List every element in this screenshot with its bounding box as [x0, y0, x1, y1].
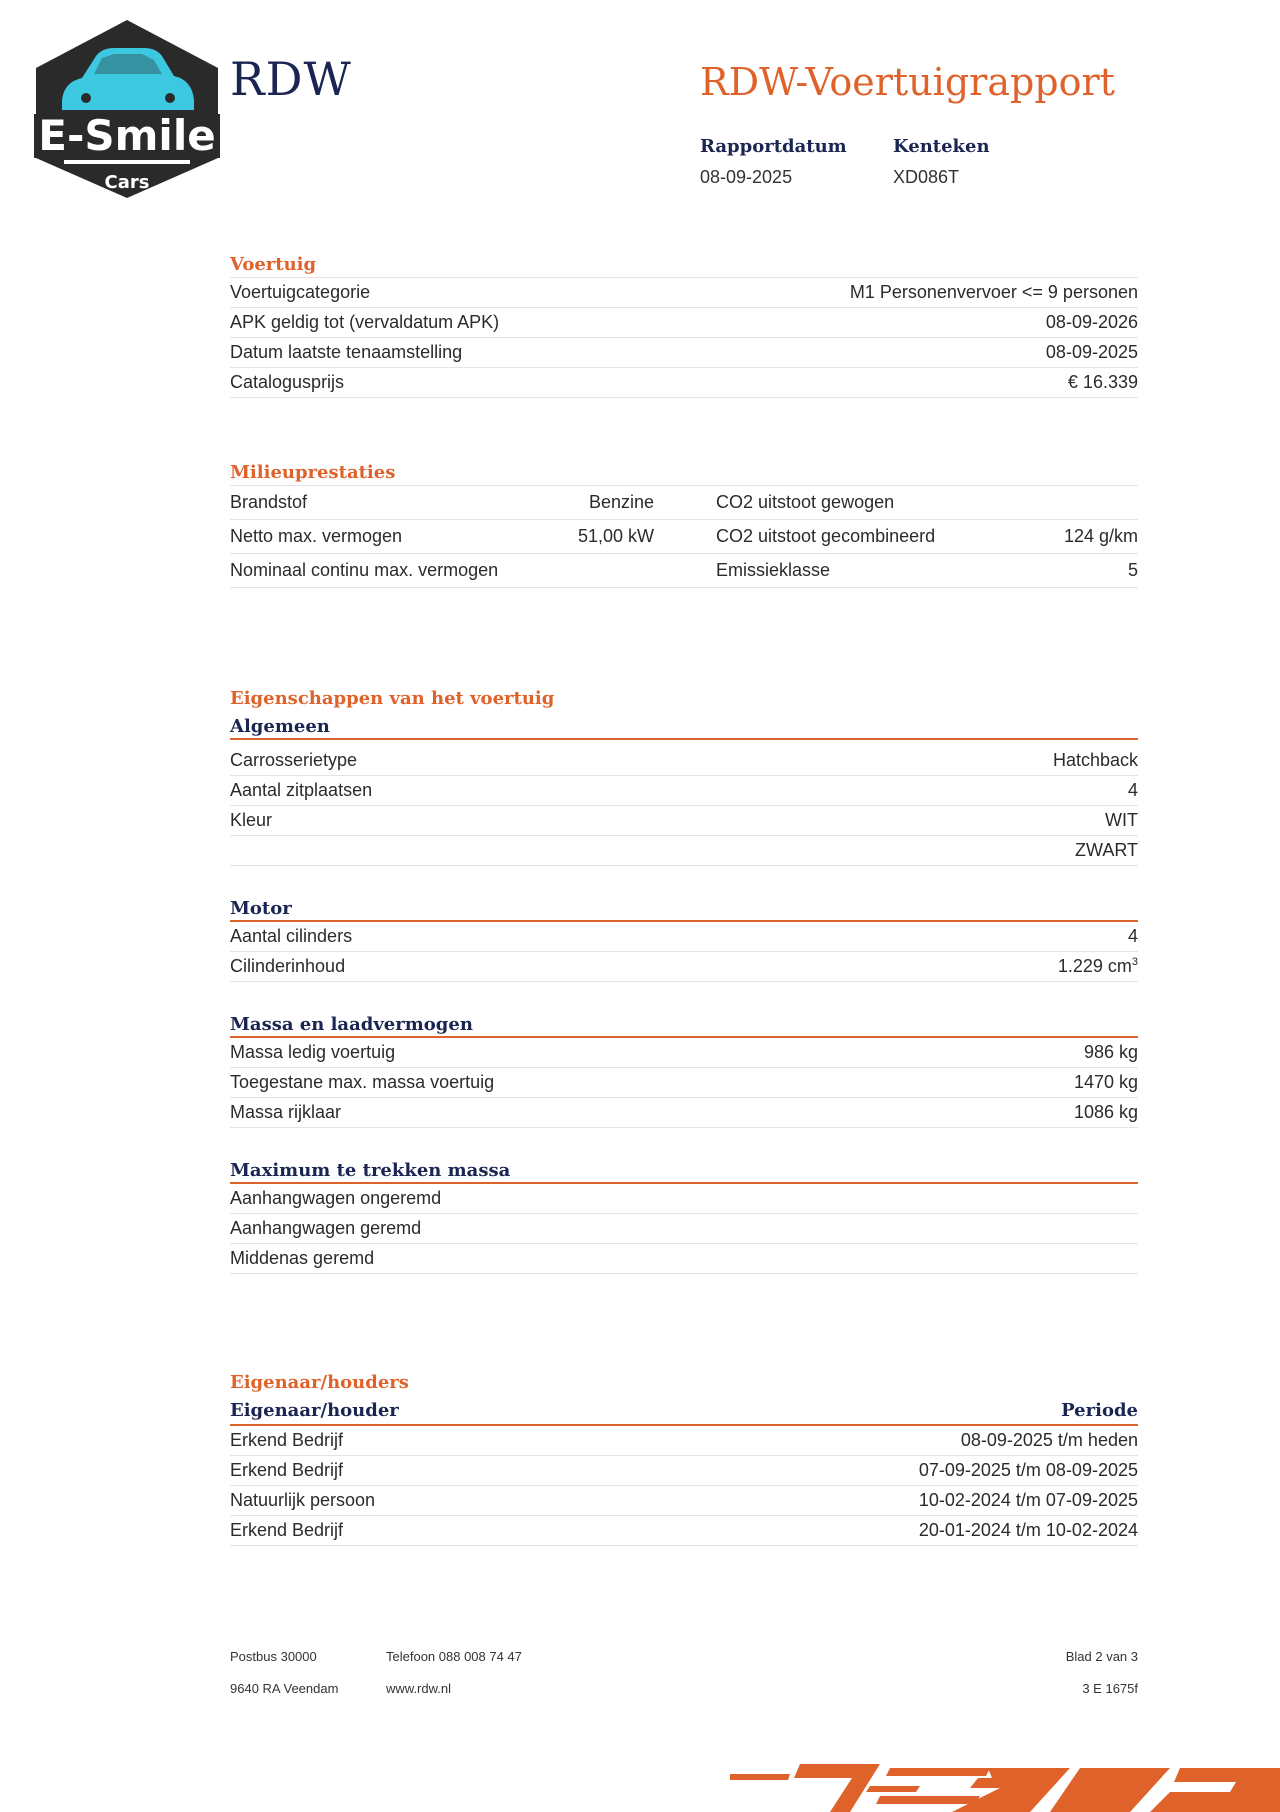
row-label: Erkend Bedrijf — [230, 1520, 344, 1540]
section-title: Milieuprestaties — [230, 460, 1138, 486]
row-label: Aanhangwagen geremd — [230, 1218, 422, 1238]
section-title: Eigenschappen van het voertuig — [230, 688, 555, 709]
row-value: ZWART — [1075, 840, 1138, 860]
table-row — [230, 554, 1138, 588]
table-row — [230, 1244, 1138, 1274]
row-value: 10-02-2024 t/m 07-09-2025 — [918, 1490, 1138, 1510]
table-row — [230, 308, 1138, 338]
table-row — [230, 776, 1138, 806]
row-value: 20-01-2024 t/m 10-02-2024 — [918, 1520, 1138, 1540]
license-plate-label: Kenteken — [893, 136, 990, 157]
row-value: 124 g/km — [1063, 526, 1138, 546]
row-value: Hatchback — [1052, 750, 1138, 770]
row-value: 08-09-2026 — [1045, 312, 1138, 332]
row-label: Datum laatste tenaamstelling — [230, 342, 463, 362]
report-date-label: Rapportdatum — [700, 136, 847, 157]
footer-document-code: 3 E 1675f — [1082, 1680, 1138, 1696]
row-label: Aantal zitplaatsen — [230, 780, 373, 800]
row-label: Massa ledig voertuig — [230, 1042, 396, 1062]
table-row — [230, 836, 1138, 866]
license-plate — [893, 136, 990, 188]
row-label: Cilinderinhoud — [230, 956, 346, 976]
subsection-title-motor: Motor — [230, 896, 1138, 922]
e-smile-cars-logo — [34, 18, 220, 200]
row-label: Catalogusprijs — [230, 372, 345, 392]
footer-page-number: Blad 2 van 3 — [1065, 1648, 1138, 1664]
table-row — [230, 1214, 1138, 1244]
table-row — [230, 1486, 1138, 1516]
row-value: Benzine — [588, 492, 654, 512]
row-label: Carrosserietype — [230, 750, 358, 770]
row-value: 5 — [1127, 560, 1138, 580]
footer-website: www.rdw.nl — [386, 1680, 452, 1696]
row-value: 1086 kg — [1073, 1102, 1138, 1122]
row-label: Erkend Bedrijf — [230, 1460, 344, 1480]
logo-name: E-Smile — [38, 111, 216, 160]
row-value: 4 — [1127, 926, 1138, 946]
report-date-value: 08-09-2025 — [700, 167, 793, 187]
row-value: WIT — [1105, 810, 1138, 830]
table-row — [230, 806, 1138, 836]
row-label: Aantal cilinders — [230, 926, 353, 946]
subsection-title-algemeen: Algemeen — [230, 714, 1138, 740]
table-row — [230, 368, 1138, 398]
row-value: 1470 kg — [1073, 1072, 1138, 1092]
table-row — [230, 520, 1138, 554]
table-row — [230, 1184, 1138, 1214]
row-label: Nominaal continu max. vermogen — [230, 560, 499, 580]
section-title: Eigenaar/houders — [230, 1372, 409, 1393]
subsection-title-massa: Massa en laadvermogen — [230, 1012, 1138, 1038]
table-row — [230, 1516, 1138, 1546]
section-milieuprestaties — [230, 460, 1138, 588]
table-row — [230, 1038, 1138, 1068]
column-header-period: Periode — [1061, 1399, 1138, 1421]
section-eigenaar-houders — [230, 1370, 1138, 1546]
table-row — [230, 922, 1138, 952]
row-value: € 16.339 — [1067, 372, 1138, 392]
row-value: 986 kg — [1083, 1042, 1138, 1062]
table-row — [230, 1068, 1138, 1098]
row-label: Natuurlijk persoon — [230, 1490, 376, 1510]
table-row — [230, 486, 1138, 520]
section-eigenschappen — [230, 686, 1138, 1274]
row-value: 08-09-2025 t/m heden — [960, 1430, 1138, 1450]
row-value: 07-09-2025 t/m 08-09-2025 — [918, 1460, 1138, 1480]
section-voertuig — [230, 252, 1138, 398]
license-plate-value: XD086T — [893, 167, 960, 187]
row-label: Massa rijklaar — [230, 1102, 342, 1122]
rdw-stripes-decoration — [730, 1756, 1280, 1812]
report-date — [700, 136, 847, 188]
footer-postbus: Postbus 30000 — [230, 1648, 317, 1664]
table-row — [230, 952, 1138, 982]
row-label: CO2 uitstoot gecombineerd — [716, 526, 936, 546]
row-value: 51,00 kW — [577, 526, 654, 546]
row-label: Toegestane max. massa voertuig — [230, 1072, 495, 1092]
row-label: Brandstof — [230, 492, 308, 512]
table-row — [230, 278, 1138, 308]
row-value: 1.229 $cm^3$ — [1057, 956, 1138, 976]
table-row — [230, 1456, 1138, 1486]
row-label: Emissieklasse — [716, 560, 831, 580]
report-title: RDW-Voertuigrapport — [700, 60, 1115, 104]
section-title: Voertuig — [230, 252, 1138, 278]
footer-phone: Telefoon 088 008 74 47 — [386, 1648, 522, 1664]
row-label: Aanhangwagen ongeremd — [230, 1188, 442, 1208]
row-label: APK geldig tot (vervaldatum APK) — [230, 312, 500, 332]
page-footer — [230, 1640, 1138, 1704]
row-value: M1 Personenvervoer <= 9 personen — [849, 282, 1138, 302]
subsection-title-trekken: Maximum te trekken massa — [230, 1158, 1138, 1184]
row-label: Voertuigcategorie — [230, 282, 371, 302]
table-row — [230, 338, 1138, 368]
row-label: Erkend Bedrijf — [230, 1430, 344, 1450]
row-label: CO2 uitstoot gewogen — [716, 492, 895, 512]
column-header-owner: Eigenaar/houder — [230, 1399, 399, 1421]
table-row — [230, 1098, 1138, 1128]
row-label: Kleur — [230, 810, 273, 830]
row-value: 4 — [1127, 780, 1138, 800]
row-value: 08-09-2025 — [1045, 342, 1138, 362]
rdw-brand: RDW — [230, 52, 352, 106]
table-row — [230, 746, 1138, 776]
row-label: Middenas geremd — [230, 1248, 375, 1268]
row-label: Netto max. vermogen — [230, 526, 403, 546]
footer-city: 9640 RA Veendam — [230, 1680, 339, 1696]
logo-sub: Cars — [104, 172, 150, 193]
table-header — [230, 1396, 1138, 1426]
table-row — [230, 1426, 1138, 1456]
